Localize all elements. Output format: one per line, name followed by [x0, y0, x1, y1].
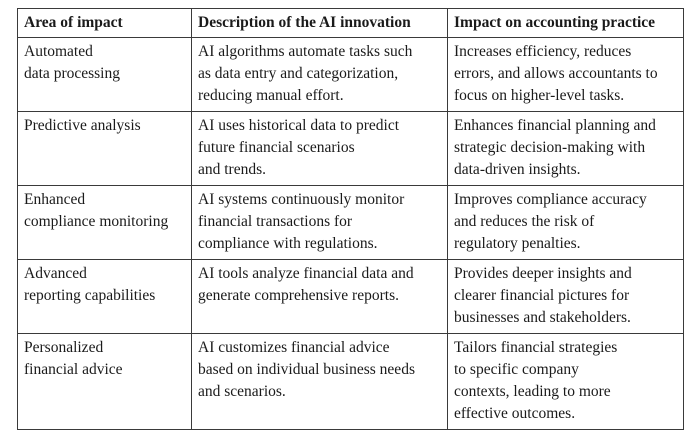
cell-text-line: regulatory penalties. — [454, 235, 581, 252]
cell-text-line: and trends. — [198, 161, 267, 178]
cell-text-line: to specific company — [454, 361, 579, 378]
cell-impact — [448, 334, 684, 430]
cell-text-line: Enhances financial planning and — [454, 117, 656, 134]
cell-text-line: effective outcomes. — [454, 405, 576, 422]
cell-impact — [448, 186, 684, 260]
table-row — [18, 334, 684, 430]
header-description: Description of the AI innovation — [192, 9, 448, 38]
cell-area — [18, 334, 192, 430]
cell-text-line: Predictive analysis — [24, 117, 141, 134]
table-row — [18, 186, 684, 260]
table-row — [18, 38, 684, 112]
ai-impact-table-container — [17, 8, 683, 430]
cell-text-line: Advanced — [24, 265, 87, 282]
cell-text-line: future financial scenarios — [198, 139, 355, 156]
cell-area — [18, 112, 192, 186]
cell-description — [192, 186, 448, 260]
cell-text-line: Personalized — [24, 339, 104, 356]
cell-impact — [448, 112, 684, 186]
cell-text-line: generate comprehensive reports. — [198, 287, 399, 304]
cell-text-line: contexts, leading to more — [454, 383, 611, 400]
header-impact-on-practice: Impact on accounting practice — [448, 9, 684, 38]
cell-text-line: AI tools analyze financial data and — [198, 265, 414, 282]
table-row — [18, 260, 684, 334]
cell-text-line: Increases efficiency, reduces — [454, 43, 632, 60]
cell-text-line: Tailors financial strategies — [454, 339, 618, 356]
cell-area — [18, 260, 192, 334]
cell-text-line: and scenarios. — [198, 383, 286, 400]
cell-text-line: Automated — [24, 43, 93, 60]
cell-text-line: clearer financial pictures for — [454, 287, 630, 304]
cell-text-line: data-driven insights. — [454, 161, 581, 178]
cell-description — [192, 38, 448, 112]
cell-text-line: focus on higher-level tasks. — [454, 87, 625, 104]
cell-description — [192, 334, 448, 430]
cell-text-line: and reduces the risk of — [454, 213, 595, 230]
header-area-of-impact: Area of impact — [18, 9, 192, 38]
table-header-row — [18, 9, 684, 38]
cell-text-line: financial transactions for — [198, 213, 353, 230]
cell-area — [18, 38, 192, 112]
cell-text-line: based on individual business needs — [198, 361, 415, 378]
cell-description — [192, 112, 448, 186]
ai-impact-table — [17, 8, 684, 430]
cell-text-line: errors, and allows accountants to — [454, 65, 658, 82]
table-row — [18, 112, 684, 186]
cell-description — [192, 260, 448, 334]
cell-text-line: strategic decision-making with — [454, 139, 646, 156]
cell-text-line: AI systems continuously monitor — [198, 191, 405, 208]
cell-area — [18, 186, 192, 260]
cell-text-line: businesses and stakeholders. — [454, 309, 631, 326]
cell-impact — [448, 38, 684, 112]
cell-text-line: data processing — [24, 65, 120, 82]
cell-text-line: financial advice — [24, 361, 123, 378]
cell-text-line: compliance with regulations. — [198, 235, 378, 252]
cell-impact — [448, 260, 684, 334]
cell-text-line: Provides deeper insights and — [454, 265, 632, 282]
cell-text-line: Improves compliance accuracy — [454, 191, 647, 208]
cell-text-line: AI uses historical data to predict — [198, 117, 400, 134]
cell-text-line: reporting capabilities — [24, 287, 156, 304]
cell-text-line: reducing manual effort. — [198, 87, 344, 104]
cell-text-line: as data entry and categorization, — [198, 65, 399, 82]
cell-text-line: AI algorithms automate tasks such — [198, 43, 413, 60]
cell-text-line: AI customizes financial advice — [198, 339, 390, 356]
cell-text-line: Enhanced — [24, 191, 86, 208]
cell-text-line: compliance monitoring — [24, 213, 169, 230]
